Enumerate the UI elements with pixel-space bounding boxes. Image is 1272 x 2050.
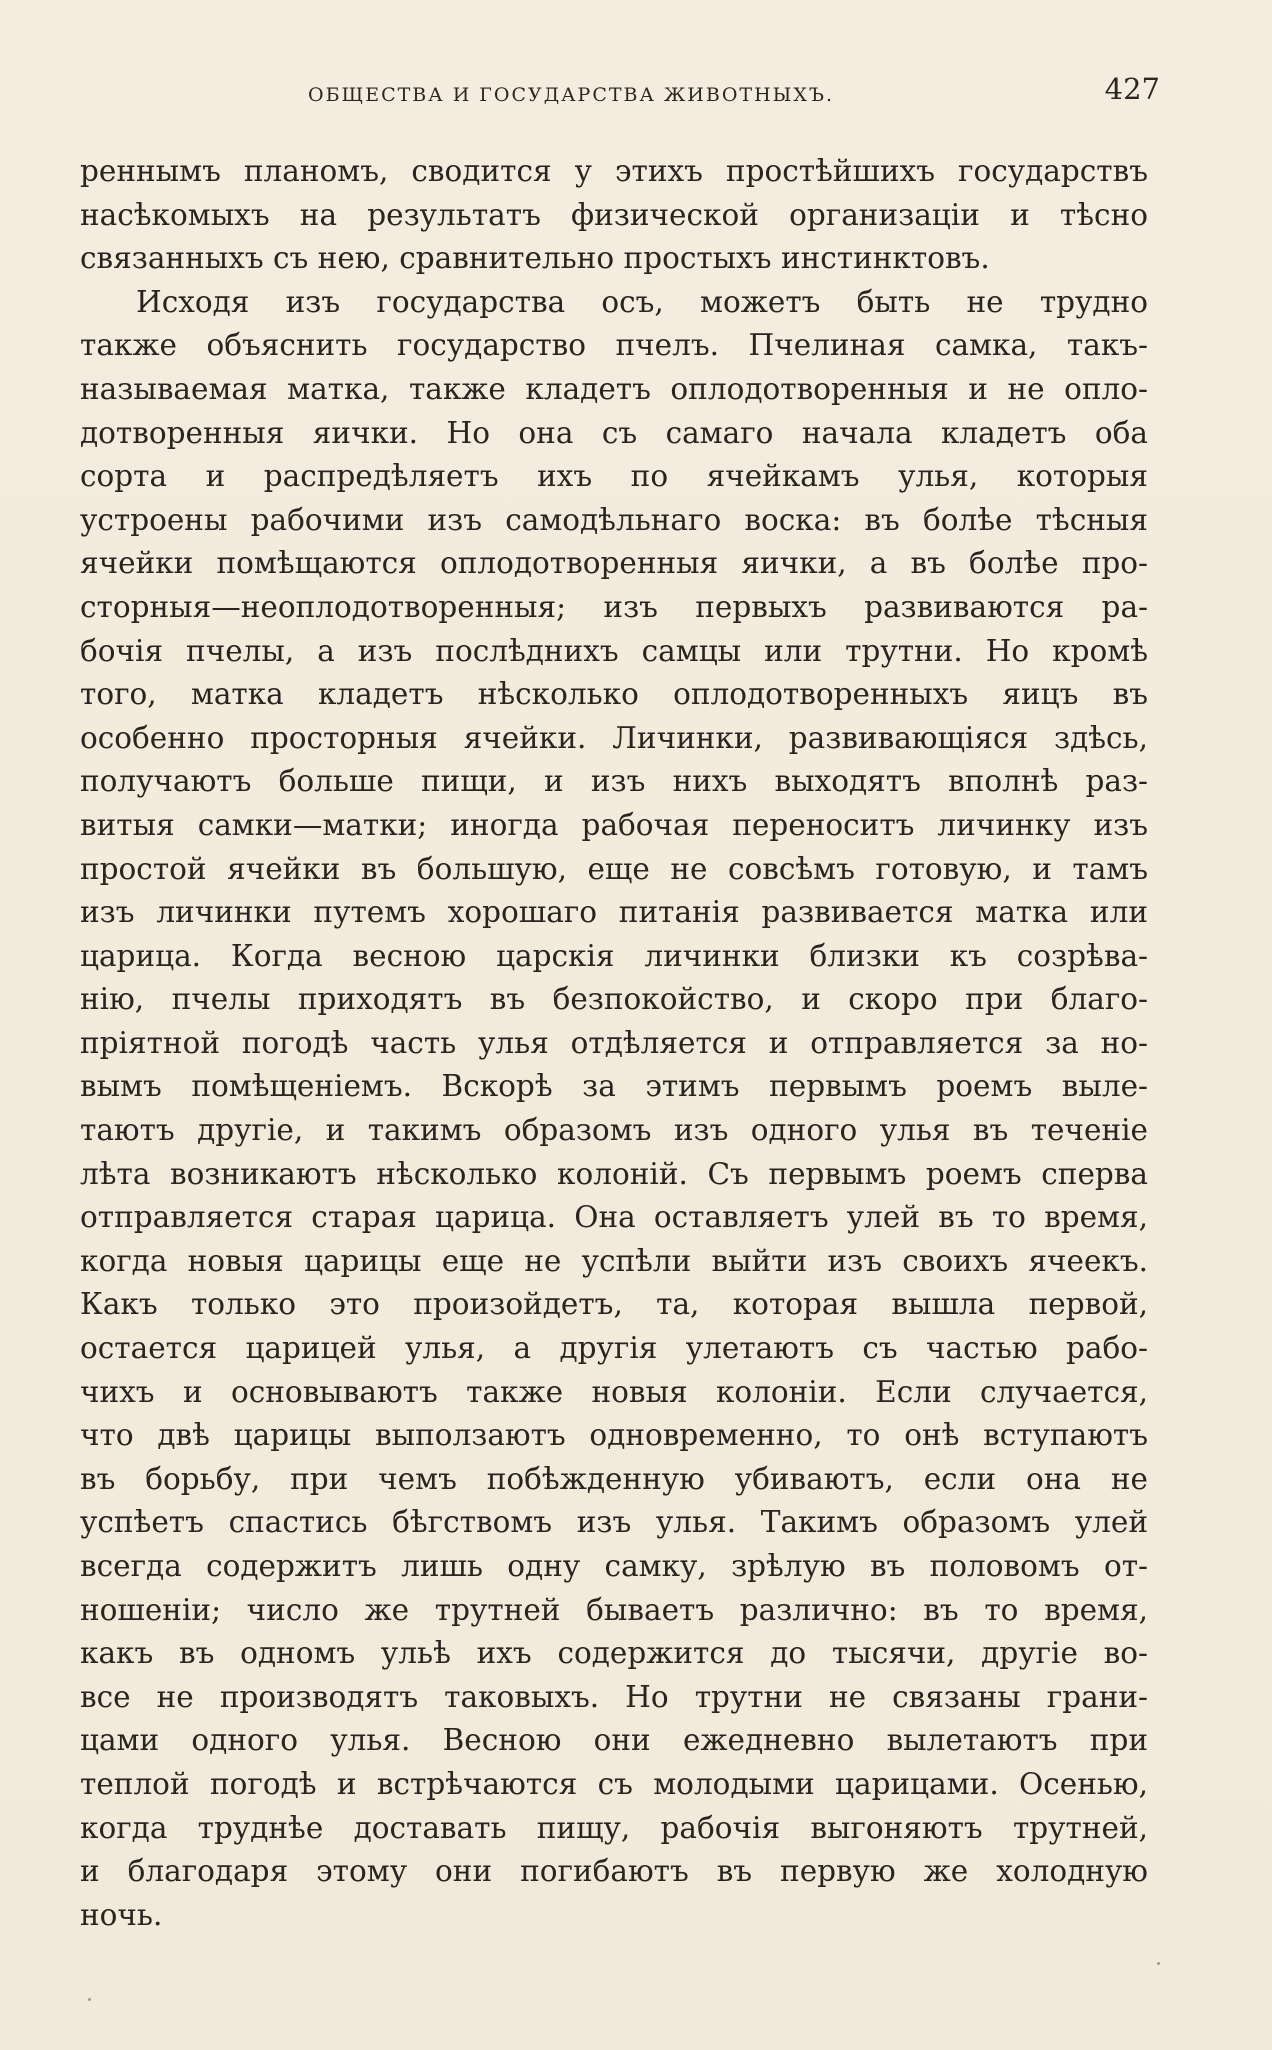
text-line: бочія пчелы, а изъ послѣднихъ самцы или трутни. Но кромѣ bbox=[80, 633, 1148, 668]
text-line: остается царицей улья, а другія улетаютъ съ частью рабо- bbox=[80, 1331, 1148, 1366]
text-line: устроены рабочими изъ самодѣльнаго воска: въ болѣе тѣсныя bbox=[80, 502, 1148, 537]
running-title: ОБЩЕСТВА И ГОСУДАРСТВА ЖИВОТНЫХЪ. bbox=[308, 84, 834, 106]
text-line: нію, пчелы приходятъ въ безпокойство, и скоро при благо- bbox=[80, 982, 1148, 1017]
text-line: что двѣ царицы выползаютъ одновременно, то онѣ вступаютъ bbox=[80, 1418, 1148, 1453]
text-line: теплой погодѣ и встрѣчаются съ молодыми царицами. Осенью, bbox=[80, 1766, 1148, 1801]
text-line: Какъ только это произойдетъ, та, которая вышла первой, bbox=[80, 1287, 1148, 1322]
text-line: царица. Когда весною царскія личинки близки къ созрѣва- bbox=[80, 938, 1148, 973]
text-line: какъ въ одномъ ульѣ ихъ содержится до тысячи, другіе во- bbox=[80, 1636, 1148, 1671]
text-line: чихъ и основываютъ также новыя колоніи. Если случается, bbox=[80, 1374, 1148, 1409]
text-line: ночь. bbox=[80, 1897, 163, 1932]
body-text bbox=[80, 150, 1148, 1937]
text-line: называемая матка, также кладетъ оплодотворенныя и не оплo- bbox=[80, 371, 1148, 406]
text-line: пріятной погодѣ часть улья отдѣляется и отправляется за но- bbox=[80, 1025, 1148, 1060]
text-line: также объяснить государство пчелъ. Пчелиная самка, такъ- bbox=[80, 328, 1148, 363]
text-line: и благодаря этому они погибаютъ въ первую же холодную bbox=[80, 1854, 1148, 1889]
text-line: того, матка кладетъ нѣсколько оплодотворенныхъ яицъ въ bbox=[80, 677, 1148, 712]
text-line: особенно просторныя ячейки. Личинки, развивающіяся здѣсь, bbox=[80, 720, 1148, 755]
running-head bbox=[80, 72, 1160, 112]
paper-speck bbox=[88, 1998, 91, 2001]
text-line: ячейки помѣщаются оплодотворенныя яички, а въ болѣе про- bbox=[80, 546, 1148, 581]
paragraph-first-line: Исходя изъ государства осъ, можетъ быть не трудно bbox=[136, 284, 1148, 319]
text-line: вымъ помѣщеніемъ. Вскорѣ за этимъ первымъ роемъ выле- bbox=[80, 1069, 1148, 1104]
text-line: отправляется старая царица. Она оставляетъ улей въ то время, bbox=[80, 1200, 1148, 1235]
text-line: получаютъ больше пищи, и изъ нихъ выходятъ вполнѣ раз- bbox=[80, 764, 1148, 799]
text-line: ношеніи; число же трутней бываетъ различно: въ то время, bbox=[80, 1592, 1148, 1627]
text-line: все не производятъ таковыхъ. Но трутни не связаны грани- bbox=[80, 1679, 1148, 1714]
text-line: дотворенныя яички. Но она съ самаго начала кладетъ оба bbox=[80, 415, 1148, 450]
text-line: лѣта возникаютъ нѣсколько колоній. Съ первымъ роемъ сперва bbox=[80, 1156, 1148, 1191]
text-line: изъ личинки путемъ хорошаго питанія развивается матка или bbox=[80, 895, 1148, 930]
text-line: простой ячейки въ большую, еще не совсѣмъ готовую, и тамъ bbox=[80, 851, 1148, 886]
text-line: реннымъ планомъ, сводится у этихъ простѣйшихъ государствъ bbox=[80, 154, 1148, 188]
text-line: когда труднѣе доставать пищу, рабочія выгоняютъ трутней, bbox=[80, 1810, 1148, 1845]
text-line: сторныя—неоплодотворенныя; изъ первыхъ развиваются ра- bbox=[80, 589, 1148, 624]
text-line: витыя самки—матки; иногда рабочая переноситъ личинку изъ bbox=[80, 807, 1148, 842]
text-line: цами одного улья. Весною они ежедневно вылетаютъ при bbox=[80, 1723, 1148, 1758]
text-line: связанныхъ съ нею, сравнительно простыхъ инстинктовъ. bbox=[80, 241, 990, 276]
text-line: когда новыя царицы еще не успѣли выйти изъ своихъ ячеекъ. bbox=[80, 1243, 1148, 1278]
text-line: всегда содержитъ лишь одну самку, зрѣлую въ половомъ от- bbox=[80, 1549, 1148, 1583]
text-line: сорта и распредѣляетъ ихъ по ячейкамъ улья, которыя bbox=[80, 459, 1148, 494]
text-line: въ борьбу, при чемъ побѣжденную убиваютъ, если она не bbox=[80, 1461, 1148, 1496]
text-line: насѣкомыхъ на результатъ физической организаціи и тѣсно bbox=[80, 197, 1148, 232]
paper-speck bbox=[1157, 1962, 1160, 1965]
text-line: успѣетъ спастись бѣгствомъ изъ улья. Такимъ образомъ улей bbox=[80, 1505, 1148, 1540]
page-number: 427 bbox=[1104, 72, 1160, 106]
text-line: таютъ другіе, и такимъ образомъ изъ одного улья въ теченіе bbox=[80, 1113, 1148, 1148]
